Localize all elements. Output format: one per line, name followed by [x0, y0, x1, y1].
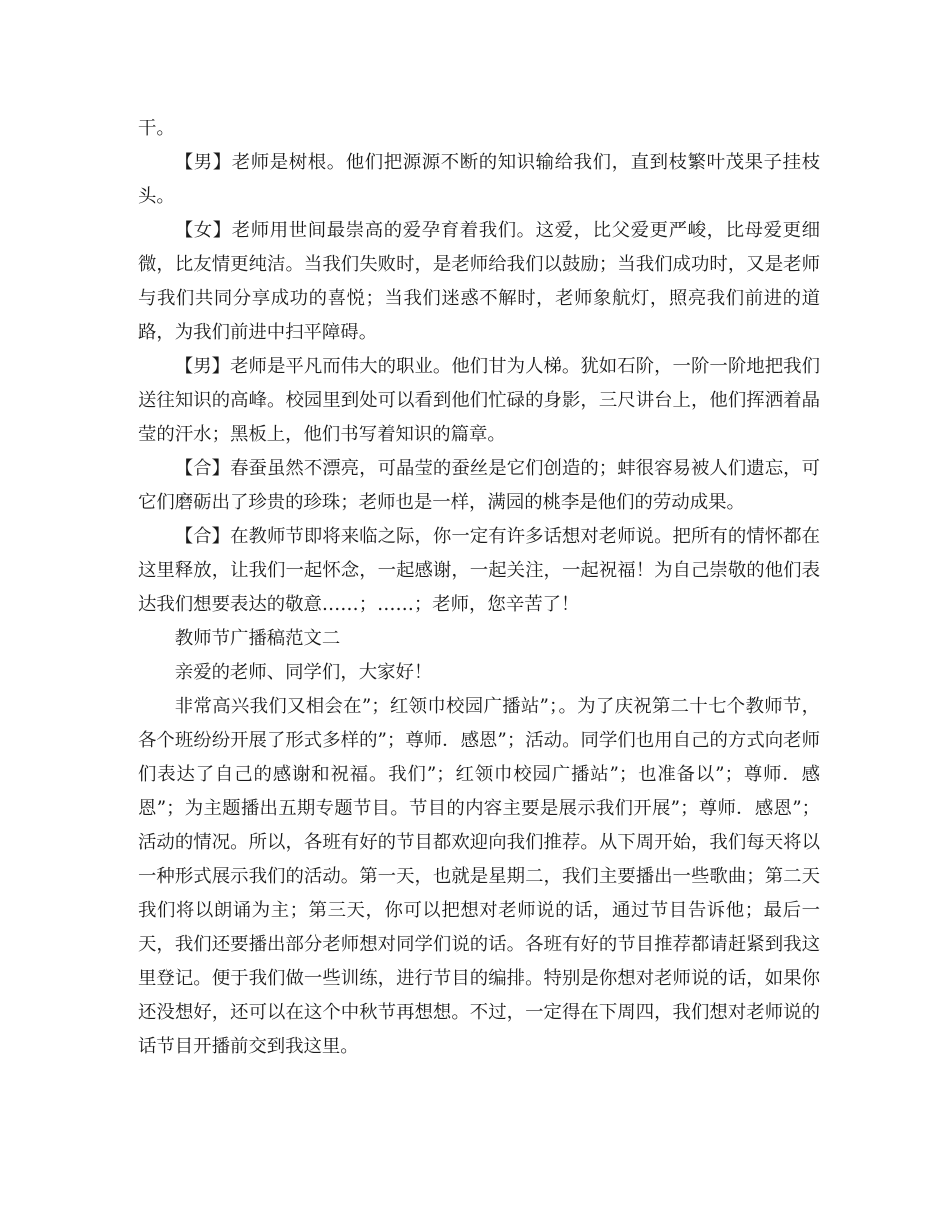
paragraph-together-silkworm: 【合】春蚕虽然不漂亮，可晶莹的蚕丝是它们创造的；蚌很容易被人们遗忘，可它们磨砺出了珍贵的珍珠；老师也是一样，满园的桃李是他们的劳动成果。: [138, 458, 820, 513]
greeting-line: 亲爱的老师、同学们，大家好！: [174, 662, 433, 683]
document-body: [138, 112, 820, 1064]
paragraph-together-closing: 【合】在教师节即将来临之际，你一定有许多话想对老师说。把所有的情怀都在这里释放，让我们一起怀念，一起感谢，一起关注，一起祝福！为自己崇敬的他们表达我们想要表达的敬意……；……；老师，您辛苦了！: [138, 526, 820, 615]
paragraph-female-love: 【女】老师用世间最崇高的爱孕育着我们。这爱，比父爱更严峻，比母爱更细微，比友情更纯洁。当我们失败时，是老师给我们以鼓励；当我们成功时，又是老师与我们共同分享成功的喜悦；当我们迷惑不解时，老师象航灯，照亮我们前进的道路，为我们前进中扫平障碍。: [138, 220, 820, 343]
paragraph-broadcast-body: 非常高兴我们又相会在”；红领巾校园广播站”；。为了庆祝第二十七个教师节，各个班纷纷开展了形式多样的”；尊师．感恩”；活动。同学们也用自己的方式向老师们表达了自己的感谢和祝福。我们”；红领巾校园广播站”；也准备以”；尊师．感恩”；为主题播出五期专题节目。节目的内容主要是展示我们开展”；尊师．感恩”；活动的情况。所以，各班有好的节目都欢迎向我们推荐。从下周开始，我们每天将以一种形式展示我们的活动。第一天，也就是星期二，我们主要播出一些歌曲；第二天我们将以朗诵为主；第三天，你可以把想对老师说的话，通过节目告诉他；最后一天，我们还要播出部分老师想对同学们说的话。各班有好的节目推荐都请赶紧到我这里登记。便于我们做一些训练，进行节目的编排。特别是你想对老师说的话，如果你还没想好，还可以在这个中秋节再想想。不过，一定得在下周四，我们想对老师说的话节目开播前交到我这里。: [138, 696, 820, 1057]
section-heading: 教师节广播稿范文二: [174, 628, 341, 649]
paragraph-male-tree-root: 【男】老师是树根。他们把源源不断的知识输给我们，直到枝繁叶茂果子挂枝头。: [138, 152, 820, 207]
paragraph-male-ladder: 【男】老师是平凡而伟大的职业。他们甘为人梯。犹如石阶，一阶一阶地把我们送往知识的高峰。校园里到处可以看到他们忙碌的身影，三尺讲台上，他们挥洒着晶莹的汗水；黑板上，他们书写着知识的篇章。: [138, 356, 820, 445]
paragraph-continuation: 干。: [138, 118, 175, 139]
